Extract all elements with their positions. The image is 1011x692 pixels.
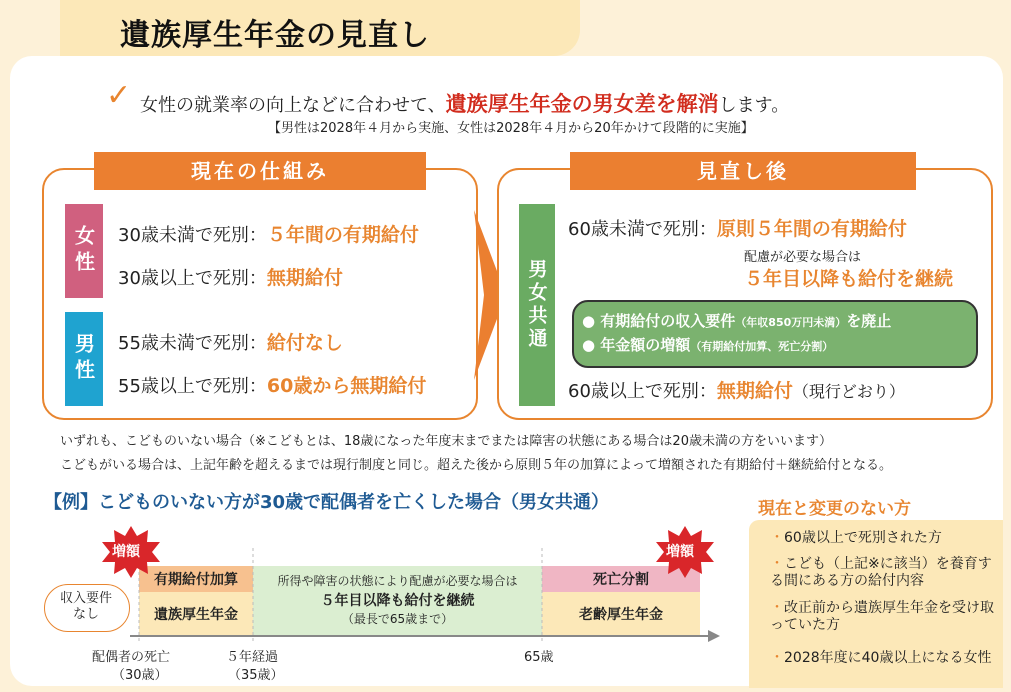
addition-cell: 有期給付加算 [139, 566, 253, 592]
unchanged-item-text: こども（上記※に該当）を養育する間にある方の給付内容 [770, 556, 992, 589]
row-condition: 55歳未満で死別： [118, 333, 267, 354]
intro-lead [140, 88, 789, 118]
common-label: 男女共通 [519, 204, 555, 406]
current-row-2 [118, 263, 343, 290]
row-condition: 55歳以上で死別： [118, 376, 267, 397]
revised-heading: 見直し後 [570, 152, 916, 190]
lead-post: します。 [718, 95, 790, 116]
old-age-pension-cell: 老齢厚生年金 [542, 592, 700, 636]
row-condition: 30歳以上で死別： [118, 268, 267, 289]
unchanged-item-text: 2028年度に40歳以上になる女性 [784, 650, 992, 666]
unchanged-heading: 現在と変更のない方 [758, 499, 911, 519]
row-result: 原則５年間の有期給付 [716, 218, 907, 240]
note-line-1: いずれも、こどものいない場合（※こどもとは、18歳になった年度末までまたは障害の状態にある場合は20歳未満の方をいいます） [60, 434, 832, 449]
unchanged-item: ・こども（上記※に該当）を養育する間にある方の給付内容 [770, 556, 992, 589]
bullet-main: ● 年金額の増額 [582, 336, 691, 354]
badge-increase-1: 増額 [112, 544, 140, 560]
example-title: 【例】こどものいない方が30歳で配偶者を亡くした場合（男女共通） [44, 492, 610, 513]
row-result: 無期給付 [716, 380, 793, 402]
bullet-main: ● 有期給付の収入要件 [582, 312, 736, 330]
row-result: ５年間の有期給付 [266, 224, 419, 246]
revised-row-2 [568, 376, 905, 403]
row-result: 給付なし [266, 332, 343, 354]
female-label: 女性 [65, 204, 103, 298]
unchanged-item-text: 改正前から遺族厚生年金を受け取っていた方 [770, 600, 994, 633]
badge-increase-2: 増額 [666, 544, 694, 560]
implementation-note: 【男性は2028年４月から実施、女性は2028年４月から20年かけて段階的に実施】 [268, 121, 754, 136]
check-icon: ✓ [106, 78, 132, 113]
axis-5y-age: （35歳） [228, 668, 284, 683]
unchanged-item: ・60歳以上で死別された方 [770, 530, 942, 546]
lead-emphasis: 遺族厚生年金の男女差を解消 [445, 92, 719, 116]
male-label: 男性 [65, 312, 103, 406]
axis-5y-label: ５年経過 [226, 650, 279, 665]
row-note: （現行どおり） [792, 382, 905, 401]
continuation-sub: （最長で65歳まで） [341, 612, 454, 626]
timeline-axis [130, 548, 720, 658]
unchanged-item: ・2028年度に40歳以上になる女性 [770, 650, 992, 666]
row-result: 60歳から無期給付 [266, 375, 427, 397]
current-row-1 [118, 220, 419, 247]
current-row-4 [118, 371, 426, 398]
page-title: 遺族厚生年金の見直し [120, 18, 430, 53]
axis-death-age: （30歳） [112, 668, 168, 683]
income-requirement-note: 収入要件なし [59, 591, 112, 622]
unchanged-item-text: 60歳以上で死別された方 [784, 530, 942, 546]
lead-pre: 女性の就業率の向上などに合わせて、 [140, 95, 446, 116]
bullet-small: （年収850万円未満） [735, 316, 847, 329]
bullet-small: （有期給付加算、死亡分割） [690, 340, 834, 353]
row-condition: 60歳以上で死別： [568, 381, 717, 402]
continuation-emphasis: ５年目以降も給付を継続 [320, 593, 475, 609]
bullet-tail: を廃止 [846, 312, 892, 330]
current-row-3 [118, 328, 343, 355]
row-condition: 60歳未満で死別： [568, 219, 717, 240]
note-line-2: こどもがいる場合は、上記年齢を超えるまでは現行制度と同じ。超えた後から原則５年の加算によって増額された有期給付＋継続給付となる。 [60, 458, 893, 473]
continuation-note: 所得や障害の状態により配慮が必要な場合は [277, 574, 518, 588]
axis-death-label: 配偶者の死亡 [92, 650, 171, 665]
revised-row-1 [568, 214, 907, 241]
care-result: ５年目以降も給付を継続 [744, 268, 954, 290]
bullet-income-requirement [582, 310, 891, 331]
care-note: 配慮が必要な場合は [744, 250, 862, 265]
row-condition: 30歳未満で死別： [118, 225, 267, 246]
axis-65-label: 65歳 [524, 650, 554, 665]
death-split-cell: 死亡分割 [542, 566, 700, 592]
survivor-pension-cell: 遺族厚生年金 [139, 592, 253, 636]
row-result: 無期給付 [266, 267, 343, 289]
bullet-amount-increase [582, 334, 833, 355]
unchanged-item: ・改正前から遺族厚生年金を受け取っていた方 [770, 600, 994, 633]
current-heading: 現在の仕組み [94, 152, 426, 190]
